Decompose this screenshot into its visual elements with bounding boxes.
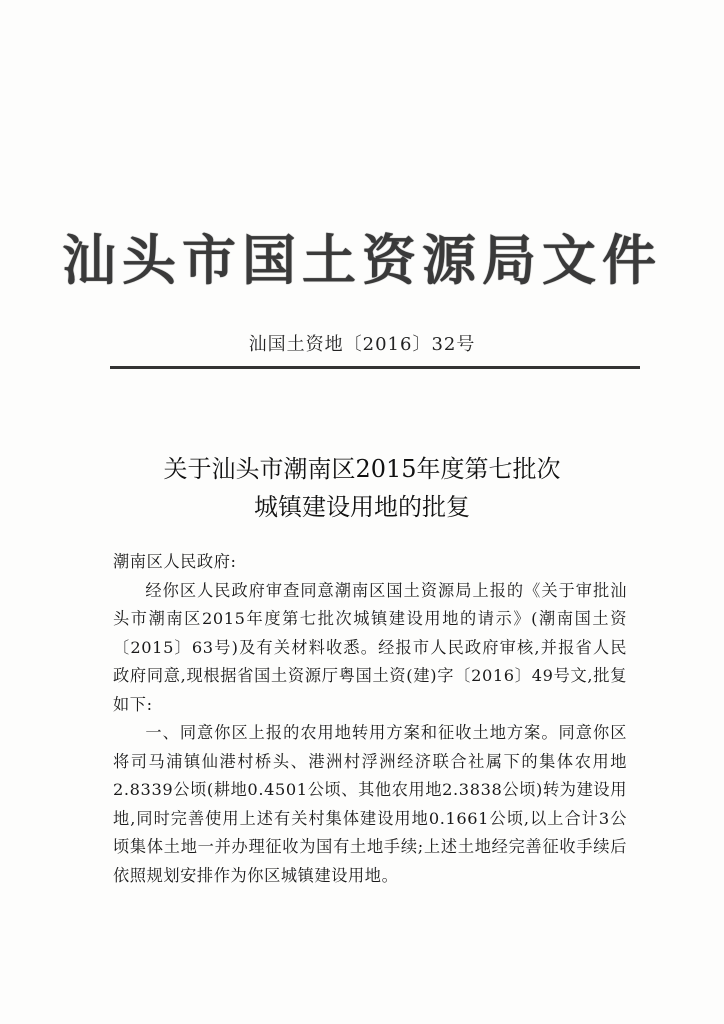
- document-number: 汕国土资地〔2016〕32号: [248, 334, 476, 355]
- header-divider: [110, 366, 640, 369]
- document-masthead: 汕头市国土资源局文件: [62, 228, 662, 292]
- title-line-1: 关于汕头市潮南区2015年度第七批次: [163, 455, 561, 483]
- document-title: [0, 450, 724, 526]
- document-body: [113, 548, 627, 890]
- body-paragraph-2: 一、同意你区上报的农用地转用方案和征收土地方案。同意你区将司马浦镇仙港村桥头、港洲村浮洲经济联合社属下的集体农用地2.8339公顷(耕地0.4501公顷、其他农用地2.3838公顷)转为建设用地,同时完善使用上述有关村集体建设用地0.1661公顷,以上合计3公顷集体土地一并办理征收为国有土地手续;上述土地经完善征收手续后依照规划安排作为你区城镇建设用地。: [113, 723, 627, 885]
- title-line-2: 城镇建设用地的批复: [254, 493, 470, 521]
- addressee: 潮南区人民政府:: [113, 552, 237, 571]
- body-paragraph-1: 经你区人民政府审查同意潮南区国土资源局上报的《关于审批汕头市潮南区2015年度第七批次城镇建设用地的请示》(潮南国土资〔2015〕63号)及有关材料收悉。经报市人民政府审核,并报省人民政府同意,现根据省国土资源厅粤国土资(建)字〔2016〕49号文,批复如下:: [113, 580, 627, 714]
